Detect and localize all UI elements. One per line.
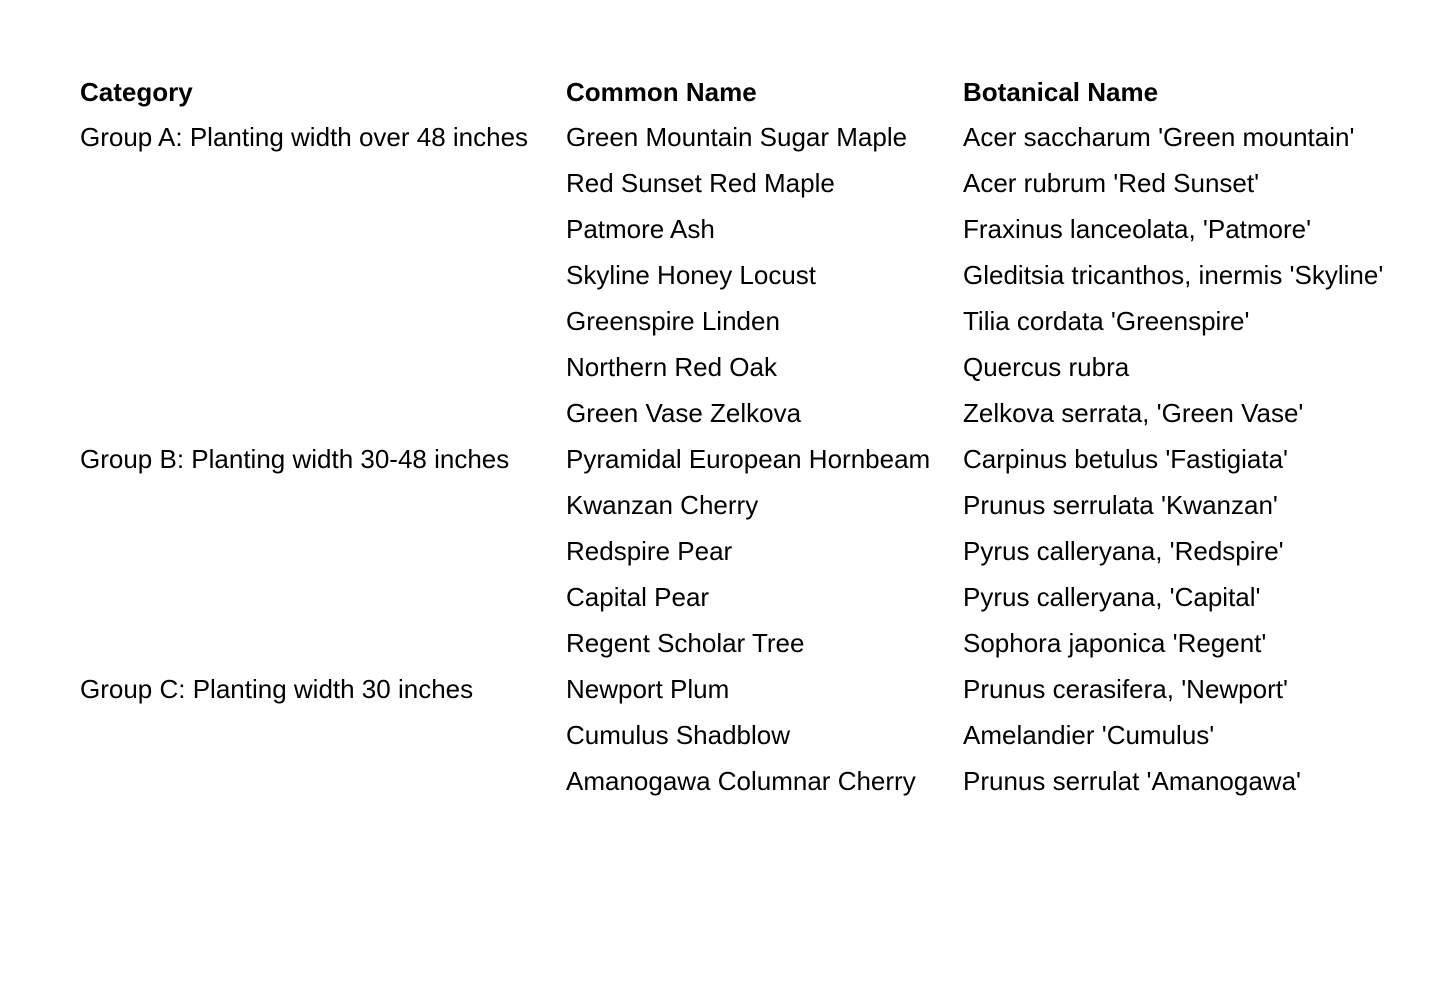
botanical-name-cell: Tilia cordata 'Greenspire': [963, 306, 1250, 336]
table-row: [73, 351, 1396, 397]
category-cell: [73, 397, 559, 443]
category-cell: Group B: Planting width 30-48 inches: [80, 444, 510, 474]
category-cell: [73, 351, 559, 397]
category-cell: [73, 167, 559, 213]
botanical-name-cell: Acer saccharum 'Green mountain': [963, 122, 1355, 152]
common-name-cell: Cumulus Shadblow: [566, 720, 791, 750]
table-row: [73, 719, 1396, 765]
botanical-name-cell: Amelandier 'Cumulus': [963, 720, 1215, 750]
category-cell: [73, 213, 559, 259]
category-cell: [73, 535, 559, 581]
table-row: [73, 443, 1396, 489]
common-name-cell: Amanogawa Columnar Cherry: [566, 766, 916, 796]
table-row: [73, 535, 1396, 581]
common-name-cell: Redspire Pear: [566, 536, 733, 566]
table-row: [73, 765, 1396, 811]
botanical-name-cell: Zelkova serrata, 'Green Vase': [963, 398, 1304, 428]
category-cell: [73, 719, 559, 765]
botanical-name-cell: Acer rubrum 'Red Sunset': [963, 168, 1260, 198]
common-name-cell: Newport Plum: [566, 674, 730, 704]
category-cell: Group A: Planting width over 48 inches: [80, 122, 529, 152]
category-cell: [73, 259, 559, 305]
category-cell: Group C: Planting width 30 inches: [80, 674, 474, 704]
table-row: [73, 213, 1396, 259]
table-row: [73, 673, 1396, 719]
botanical-name-cell: Carpinus betulus 'Fastigiata': [963, 444, 1288, 474]
common-name-cell: Green Vase Zelkova: [566, 398, 802, 428]
common-name-cell: Regent Scholar Tree: [566, 628, 805, 658]
table-row: [73, 581, 1396, 627]
common-name-cell: Green Mountain Sugar Maple: [566, 122, 908, 152]
common-name-cell: Red Sunset Red Maple: [566, 168, 835, 198]
table-row: [73, 489, 1396, 535]
botanical-name-cell: Fraxinus lanceolata, 'Patmore': [963, 214, 1312, 244]
botanical-name-cell: Quercus rubra: [963, 352, 1130, 382]
common-name-cell: Northern Red Oak: [566, 352, 777, 382]
category-cell: [73, 489, 559, 535]
table-row: [73, 627, 1396, 673]
table-row: [73, 167, 1396, 213]
common-name-cell: Pyramidal European Hornbeam: [566, 444, 931, 474]
common-name-cell: Skyline Honey Locust: [566, 260, 817, 290]
header-common-name: Common Name: [566, 77, 757, 107]
botanical-name-cell: Pyrus calleryana, 'Capital': [963, 582, 1261, 612]
botanical-name-cell: Pyrus calleryana, 'Redspire': [963, 536, 1284, 566]
common-name-cell: Patmore Ash: [566, 214, 715, 244]
common-name-cell: Greenspire Linden: [566, 306, 780, 336]
botanical-name-cell: Gleditsia tricanthos, inermis 'Skyline': [963, 260, 1384, 290]
botanical-name-cell: Sophora japonica 'Regent': [963, 628, 1267, 658]
category-cell: [73, 765, 559, 811]
table-row: [73, 121, 1396, 167]
botanical-name-cell: Prunus serrulat 'Amanogawa': [963, 766, 1301, 796]
header-botanical-name: Botanical Name: [963, 77, 1159, 107]
botanical-name-cell: Prunus cerasifera, 'Newport': [963, 674, 1288, 704]
botanical-name-cell: Prunus serrulata 'Kwanzan': [963, 490, 1278, 520]
table-row: [73, 305, 1396, 351]
common-name-cell: Capital Pear: [566, 582, 710, 612]
category-cell: [73, 581, 559, 627]
common-name-cell: Kwanzan Cherry: [566, 490, 759, 520]
table-row: [73, 397, 1396, 443]
header-category: Category: [80, 77, 193, 107]
table-row: [73, 259, 1396, 305]
header-row: [73, 72, 1396, 121]
category-cell: [73, 305, 559, 351]
tree-table: [73, 72, 1396, 811]
category-cell: [73, 627, 559, 673]
